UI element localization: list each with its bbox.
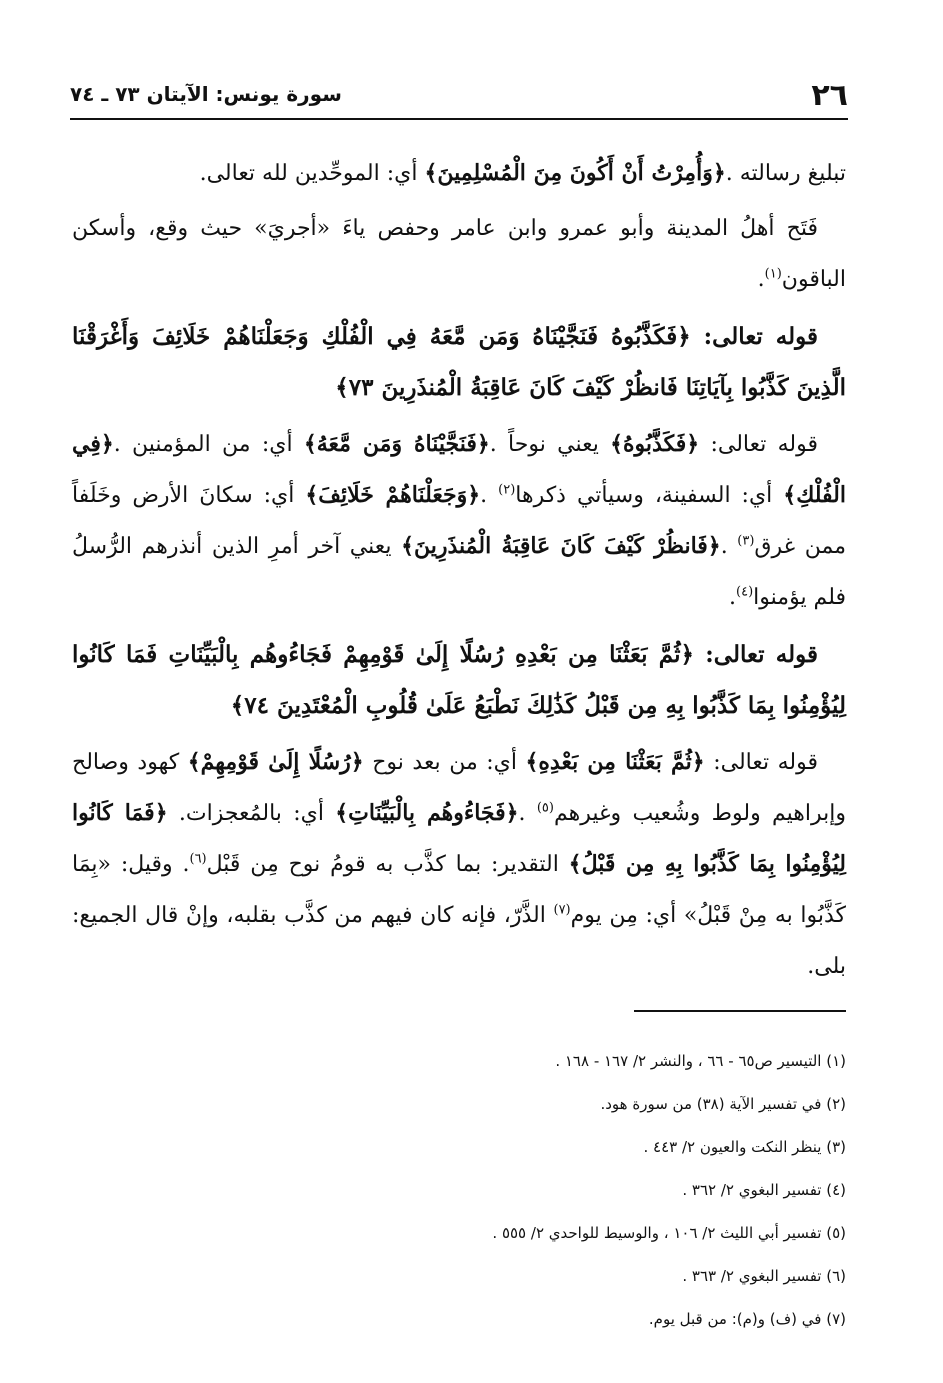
page-header bbox=[70, 78, 848, 120]
quran-quote: ﴿وَأُمِرْتُ أَنْ أَكُونَ مِنَ الْمُسْلِمِينَ﴾ bbox=[424, 160, 726, 186]
text-run: . bbox=[518, 801, 537, 826]
footnote-4: (٤) تفسير البغوي ٢/ ٣٦٢ . bbox=[682, 1181, 846, 1199]
running-title: سورة يونس: الآيتان ٧٣ ـ ٧٤ bbox=[70, 82, 342, 106]
text-run: قوله تعالى: bbox=[699, 432, 818, 457]
text-run: . وقيل: «بِمَا كَذَّبُوا به مِنْ قَبْلُ» أي: مِن يوم bbox=[72, 852, 846, 928]
text-run: أي: بالمُعجزات. bbox=[167, 801, 336, 826]
verse-73-block bbox=[72, 311, 846, 413]
verse-text: ﴿ثُمَّ بَعَثْنَا مِن بَعْدِهِ رُسُلًا إِلَىٰ قَوْمِهِمْ فَجَاءُوهُم بِالْبَيِّنَاتِ فَمَا كَانُوا لِيُؤْمِنُوا بِمَا كَذَّبُوا بِهِ مِن قَبْلُ كَذَٰلِكَ نَطْبَعُ عَلَىٰ قُلُوبِ الْمُعْتَدِينَ ٧٤﴾ bbox=[72, 641, 846, 719]
verse-label: قوله تعالى: bbox=[693, 641, 819, 668]
footnote-3: (٣) ينظر النكت والعيون ٢/ ٤٤٣ . bbox=[643, 1138, 846, 1156]
text-run: . bbox=[729, 585, 737, 610]
quran-quote: ﴿فَجَاءُوهُم بِالْبَيِّنَاتِ﴾ bbox=[335, 800, 519, 826]
footnote-separator bbox=[634, 1010, 846, 1012]
paragraph-4 bbox=[72, 737, 846, 992]
text-run: قوله تعالى: bbox=[704, 750, 818, 775]
footnote-2: (٢) في تفسير الآية (٣٨) من سورة هود. bbox=[600, 1095, 846, 1113]
footnotes bbox=[166, 1040, 846, 1341]
footnote-ref: (٣) bbox=[737, 533, 755, 549]
footnote-1: (١) التيسير ص٦٥ - ٦٦ ، والنشر ٢/ ١٦٧ - ١٦٨ . bbox=[555, 1052, 846, 1070]
text-run: . bbox=[480, 483, 499, 508]
text-run: التقدير: بما كذَّب به قومُ نوح مِن قَبْل bbox=[206, 852, 569, 877]
footnote-ref: (٧) bbox=[553, 902, 571, 918]
text-run: يعني نوحاً . bbox=[489, 432, 611, 457]
text-run: الذَّرّ، فإنه كان فيهم من كذَّب بقلبه، وإنْ قال الجميع: بلى. bbox=[72, 903, 846, 979]
quran-quote: ﴿رُسُلًا إِلَىٰ قَوْمِهِمْ﴾ bbox=[187, 749, 364, 775]
footnote-6: (٦) تفسير البغوي ٢/ ٣٦٣ . bbox=[682, 1267, 846, 1285]
text-run: . bbox=[757, 267, 765, 292]
footnote-ref: (١) bbox=[764, 266, 782, 282]
text-run: أي: سكانَ الأرض وخَلَفاً ممن غرق bbox=[72, 483, 846, 559]
text-run: أي: من المؤمنين . bbox=[113, 432, 304, 457]
verse-74-block bbox=[72, 629, 846, 731]
footnote-ref: (٢) bbox=[498, 482, 516, 498]
quran-quote: ﴿وَجَعَلْنَاهُمْ خَلَائِفَ﴾ bbox=[305, 482, 481, 508]
footnote-7: (٧) في (ف) و(م): من قبل يوم. bbox=[648, 1310, 846, 1328]
text-run: كهود وصالح وإبراهيم ولوط وشُعيب وغيرهم bbox=[72, 750, 846, 826]
quran-quote: ﴿ثُمَّ بَعَثْنَا مِن بَعْدِهِ﴾ bbox=[525, 749, 705, 775]
verse-label: قوله تعالى: bbox=[690, 323, 819, 350]
text-run: أي: السفينة، وسيأتي ذكرها bbox=[515, 483, 784, 508]
paragraph-1 bbox=[72, 148, 846, 199]
text-run: يعني آخر أمرِ الذين أنذرهم الرُّسلُ فلم يؤمنوا bbox=[72, 534, 846, 610]
text-run: . bbox=[720, 534, 738, 559]
footnote-ref: (٥) bbox=[536, 800, 554, 816]
quran-quote: ﴿فَمَا كَانُوا لِيُؤْمِنُوا بِمَا كَذَّبُوا بِهِ مِن قَبْلُ﴾ bbox=[72, 800, 846, 877]
quran-quote: ﴿فَانظُرْ كَيْفَ كَانَ عَاقِبَةُ الْمُنذَرِينَ﴾ bbox=[401, 533, 721, 559]
text-run: أي: الموحِّدين لله تعالى. bbox=[199, 161, 425, 186]
paragraph-2 bbox=[72, 203, 846, 305]
verse-text: ﴿فَكَذَّبُوهُ فَنَجَّيْنَاهُ وَمَن مَّعَهُ فِي الْفُلْكِ وَجَعَلْنَاهُمْ خَلَائِفَ وَأَغْرَقْنَا الَّذِينَ كَذَّبُوا بِآيَاتِنَا فَانظُرْ كَيْفَ كَانَ عَاقِبَةُ الْمُنذَرِينَ ٧٣﴾ bbox=[72, 323, 846, 401]
quran-quote: ﴿فَكَذَّبُوهُ﴾ bbox=[610, 431, 700, 457]
footnote-ref: (٦) bbox=[189, 851, 207, 867]
footnote-5: (٥) تفسير أبي الليث ٢/ ١٠٦ ، والوسيط للواحدي ٢/ ٥٥٥ . bbox=[492, 1224, 846, 1242]
footnote-ref: (٤) bbox=[736, 584, 754, 600]
text-run: أي: من بعد نوح bbox=[363, 750, 526, 775]
main-text bbox=[72, 148, 846, 996]
quran-quote: ﴿فِي الْفُلْكِ﴾ bbox=[72, 431, 846, 508]
text-run: فَتَح أهلُ المدينة وأبو عمرو وابن عامر وحفص ياءَ «أجريَ» حيث وقع، وأسكن الباقون bbox=[72, 216, 846, 292]
page-number: ٢٦ bbox=[811, 78, 848, 113]
quran-quote: ﴿فَنَجَّيْنَاهُ وَمَن مَّعَهُ﴾ bbox=[303, 431, 490, 457]
paragraph-3 bbox=[72, 419, 846, 623]
text-run: تبليغ رسالته . bbox=[725, 161, 846, 186]
